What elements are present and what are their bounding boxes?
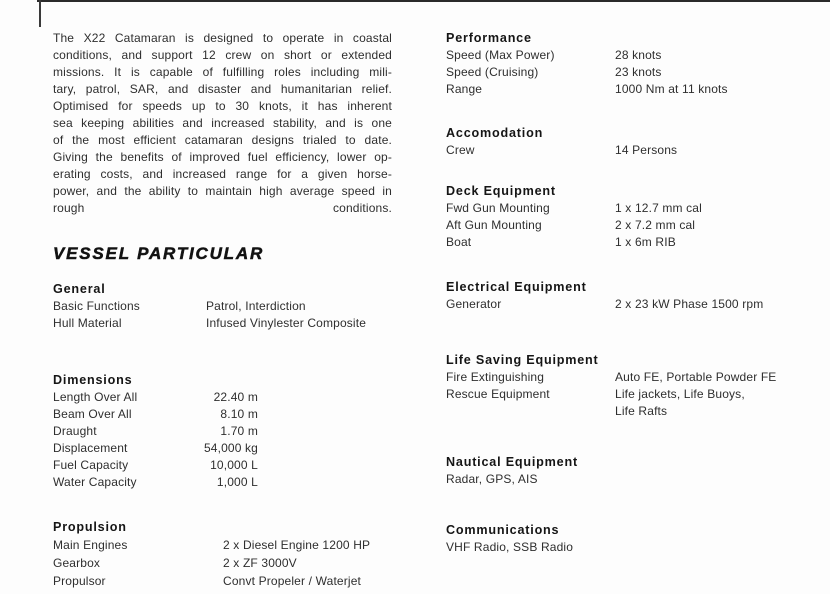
section-heading: Accomodation xyxy=(446,126,544,140)
spec-value: Convt Propeler / Waterjet xyxy=(223,574,362,588)
intro-line: conditions, and support 12 crew on short or extended xyxy=(53,48,392,62)
intro-line: sea keeping abilities and increased stability, and is one xyxy=(53,116,392,130)
page-top-rule-left-tick xyxy=(39,0,41,27)
spec-row xyxy=(446,64,818,81)
spec-row xyxy=(446,386,818,403)
section-communications xyxy=(446,522,818,556)
spec-value: 23 knots xyxy=(615,65,662,79)
section-performance xyxy=(446,30,818,98)
spec-value: 54,000 kg xyxy=(203,441,258,455)
vessel-particular-title: VESSEL PARTICULAR xyxy=(53,244,265,263)
intro-line: missions. It is capable of fulfilling roles including mili- xyxy=(53,65,392,79)
spec-value: Infused Vinylester Composite xyxy=(206,316,367,330)
spec-row xyxy=(53,440,392,457)
section-life-saving-equipment xyxy=(446,352,818,420)
section-accomodation xyxy=(446,125,818,159)
spec-label: Fire Extinguishing xyxy=(446,370,545,384)
section-heading: Communications xyxy=(446,523,560,537)
spec-value: 1000 Nm at 11 knots xyxy=(615,82,728,96)
section-nautical-equipment xyxy=(446,454,818,488)
intro-line: Giving the benefits of improved fuel efficiency, lower op- xyxy=(53,150,392,164)
spec-row xyxy=(446,47,818,64)
spec-label: Propulsor xyxy=(53,574,106,588)
spec-row xyxy=(446,200,818,217)
spec-row xyxy=(53,457,392,474)
section-dimensions xyxy=(53,372,392,491)
spec-row xyxy=(446,234,818,251)
spec-label: Boat xyxy=(446,235,472,249)
intro-line: tary, patrol, SAR, and disaster and humanitarian relief. xyxy=(53,82,392,96)
section-heading: Performance xyxy=(446,31,532,45)
spec-value: 2 x ZF 3000V xyxy=(223,556,297,570)
spec-label: Speed (Max Power) xyxy=(446,48,555,62)
intro-paragraph xyxy=(53,30,392,217)
spec-label: Water Capacity xyxy=(53,475,137,489)
spec-row xyxy=(446,296,818,313)
spec-value: 1.70 m xyxy=(220,424,258,438)
spec-label: Fuel Capacity xyxy=(53,458,129,472)
section-heading: Dimensions xyxy=(53,373,133,387)
spec-label: Range xyxy=(446,82,483,96)
spec-row xyxy=(446,369,818,386)
spec-row xyxy=(53,406,392,423)
spec-row xyxy=(53,554,392,572)
spec-value: 2 x 7.2 mm cal xyxy=(615,218,696,232)
section-heading: Electrical Equipment xyxy=(446,280,587,294)
section-general xyxy=(53,281,392,332)
spec-label: Draught xyxy=(53,424,97,438)
intro-line: of the most efficient catamaran designs trialed to date. xyxy=(53,133,392,147)
spec-value: 28 knots xyxy=(615,48,662,62)
spec-label: Beam Over All xyxy=(53,407,132,421)
spec-label: Fwd Gun Mounting xyxy=(446,201,550,215)
spec-row xyxy=(446,217,818,234)
spec-row xyxy=(53,572,392,590)
spec-row xyxy=(446,142,818,159)
spec-value: Auto FE, Portable Powder FE xyxy=(615,370,777,384)
spec-row xyxy=(446,403,818,420)
spec-value: Patrol, Interdiction xyxy=(206,299,306,313)
intro-line: Optimised for speeds up to 30 knots, it has inherent xyxy=(53,99,392,113)
intro-line: power, and the ability to maintain high average speed in xyxy=(53,184,392,198)
section-heading: Life Saving Equipment xyxy=(446,353,599,367)
spec-label: Gearbox xyxy=(53,556,101,570)
spec-value: 14 Persons xyxy=(615,143,678,157)
spec-value: Life jackets, Life Buoys, xyxy=(615,387,745,401)
spec-row xyxy=(53,423,392,440)
spec-label: Hull Material xyxy=(53,316,122,330)
page-top-rule xyxy=(37,0,830,2)
spec-label: Basic Functions xyxy=(53,299,140,313)
intro-line: erating costs, and increased range for a given horse- xyxy=(53,167,392,181)
section-heading: Deck Equipment xyxy=(446,184,556,198)
spec-row xyxy=(53,536,392,554)
section-heading: Propulsion xyxy=(53,520,127,534)
spec-row xyxy=(53,298,392,315)
spec-row xyxy=(53,389,392,406)
section-propulsion xyxy=(53,519,392,590)
spec-value: Life Rafts xyxy=(615,404,668,418)
spec-label: Aft Gun Mounting xyxy=(446,218,542,232)
spec-label: Rescue Equipment xyxy=(446,387,550,401)
spec-row xyxy=(53,474,392,491)
spec-value: 1 x 6m RIB xyxy=(615,235,676,249)
intro-line: The X22 Catamaran is designed to operate in coastal xyxy=(53,31,392,45)
spec-value: 8.10 m xyxy=(220,407,258,421)
spec-row xyxy=(446,81,818,98)
spec-value: 1 x 12.7 mm cal xyxy=(615,201,702,215)
section-text-line: VHF Radio, SSB Radio xyxy=(446,540,574,554)
spec-value: 10,000 L xyxy=(210,458,258,472)
spec-value: 2 x Diesel Engine 1200 HP xyxy=(223,538,371,552)
spec-label: Length Over All xyxy=(53,390,138,404)
spec-value: 2 x 23 kW Phase 1500 rpm xyxy=(615,297,764,311)
section-heading: Nautical Equipment xyxy=(446,455,578,469)
section-deck-equipment xyxy=(446,183,818,251)
spec-label xyxy=(446,403,615,420)
spec-value: 1,000 L xyxy=(216,475,258,489)
spec-label: Crew xyxy=(446,143,475,157)
section-text-line: Radar, GPS, AIS xyxy=(446,472,538,486)
left-column xyxy=(53,30,392,590)
spec-row xyxy=(53,315,392,332)
spec-value: 22.40 m xyxy=(213,390,258,404)
spec-label: Generator xyxy=(446,297,502,311)
right-column xyxy=(446,30,818,556)
spec-label: Speed (Cruising) xyxy=(446,65,539,79)
spec-label: Main Engines xyxy=(53,538,128,552)
section-electrical-equipment xyxy=(446,279,818,313)
intro-line: rough conditions. xyxy=(53,201,392,215)
spec-label: Displacement xyxy=(53,441,128,455)
section-heading: General xyxy=(53,282,106,296)
